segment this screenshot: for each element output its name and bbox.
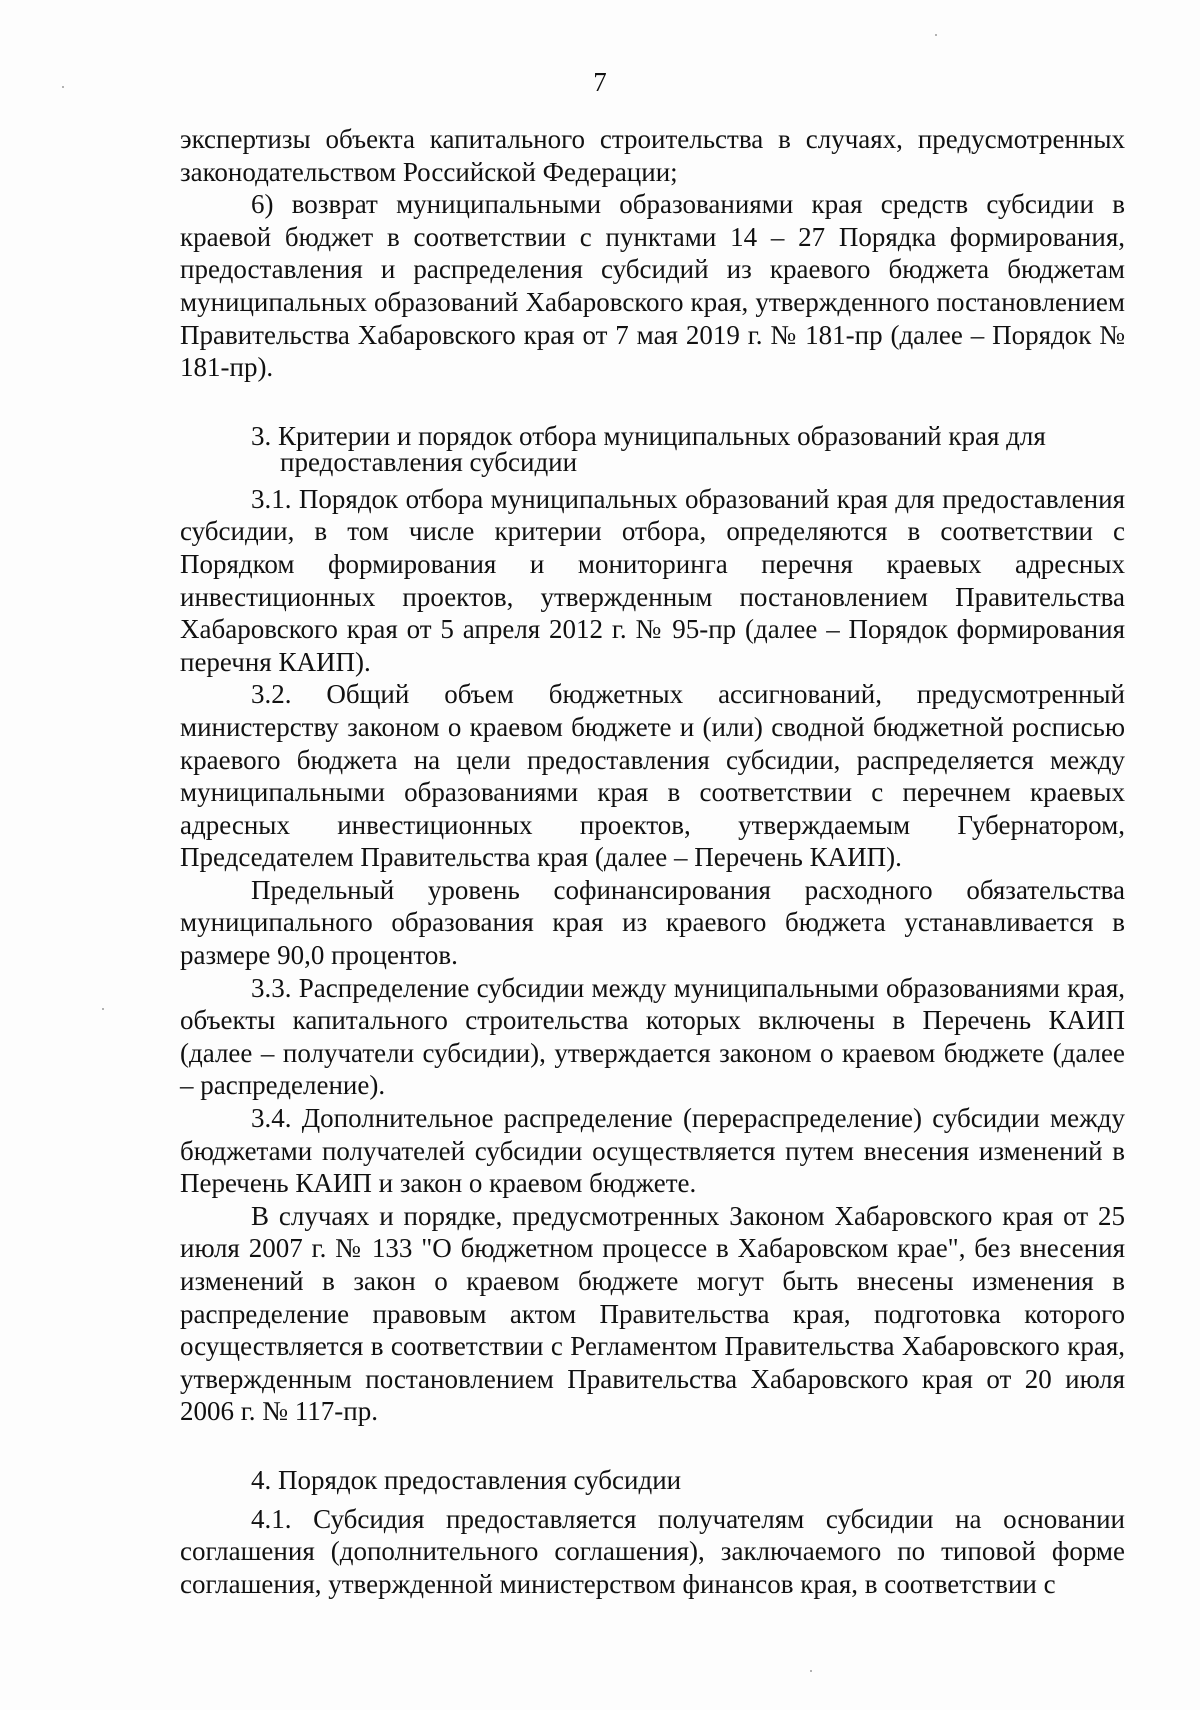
section-4-heading: 4. Порядок предоставления субсидии	[251, 1464, 682, 1495]
paragraph-continuation: экспертизы объекта капитального строительства в случаях, предусмотренных законодательством Российской Федерации;	[180, 124, 1125, 187]
paragraph-3-4: 3.4. Дополнительное распределение (перераспределение) субсидии между бюджетами получателей субсидии осуществляется путем внесения изменений в Перечень КАИП и закон о краевом бюджете.	[180, 1103, 1125, 1199]
document-body	[180, 123, 1125, 1600]
section-3-heading	[180, 420, 1125, 477]
page-number: 7	[593, 67, 607, 97]
paragraph-cofinancing: Предельный уровень софинансирования расходного обязательства муниципального образования края из краевого бюджета устанавливается в размере 90,0 процентов.	[180, 874, 1125, 971]
paragraph-item-6: 6) возврат муниципальными образованиями края средств субсидии в краевой бюджет в соответствии с пунктами 14 – 27 Порядка формирования, предоставления и распределения субсидий из краевого бюджета бюджетам муниципальных образований Хабаровского края, утвержденного постановлением Правительства Хабаровского края от 7 мая 2019 г. № 181-пр (далее – Порядок № 181-пр).	[180, 189, 1125, 383]
scan-speck	[935, 34, 937, 36]
paragraph-3-1: 3.1. Порядок отбора муниципальных образований края для предоставления субсидии, в том числе критерии отбора, определяются в соответствии с Порядком формирования и мониторинга перечня краевых адресных инвестиционных проектов, утвержденным постановлением Правительства Хабаровского края от 5 апреля 2012 г. № 95-пр (далее – Порядок формирования перечня КАИП).	[180, 483, 1125, 677]
paragraph-3-3: 3.3. Распределение субсидии между муниципальными образованиями края, объекты капитального строительства которых включены в Перечень КАИП (далее – получатели субсидии), утверждается законом о краевом бюджете (далее – распределение).	[180, 972, 1125, 1101]
section-3-heading-line1: 3. Критерии и порядок отбора муниципальных образований края для	[251, 420, 1046, 451]
section-3-heading-line2: предоставления субсидии	[280, 446, 578, 477]
scan-speck	[62, 86, 64, 88]
scan-speck	[810, 1670, 812, 1672]
paragraph-4-1: 4.1. Субсидия предоставляется получателям субсидии на основании соглашения (дополнительного соглашения), заключаемого по типовой форме соглашения, утвержденной министерством финансов края, в соответствии с	[180, 1503, 1125, 1599]
paragraph-redistribution-cases: В случаях и порядке, предусмотренных Законом Хабаровского края от 25 июля 2007 г. № 133 "О бюджетном процессе в Хабаровском крае", без внесения изменений в закон о краевом бюджете могут быть внесены изменения в распределение правовым актом Правительства края, подготовка которого осуществляется в соответствии с Регламентом Правительства Хабаровского края, утвержденным постановлением Правительства Хабаровского края от 20 июля 2006 г. № 117-пр.	[180, 1200, 1125, 1427]
scan-speck	[102, 1008, 104, 1010]
paragraph-3-2: 3.2. Общий объем бюджетных ассигнований, предусмотренный министерству законом о краевом бюджете и (или) сводной бюджетной росписью краевого бюджета на цели предоставления субсидии, распределяется между муниципальными образованиями края в соответствии с перечнем краевых адресных инвестиционных проектов, утверждаемым Губернатором, Председателем Правительства края (далее – Перечень КАИП).	[180, 679, 1125, 873]
